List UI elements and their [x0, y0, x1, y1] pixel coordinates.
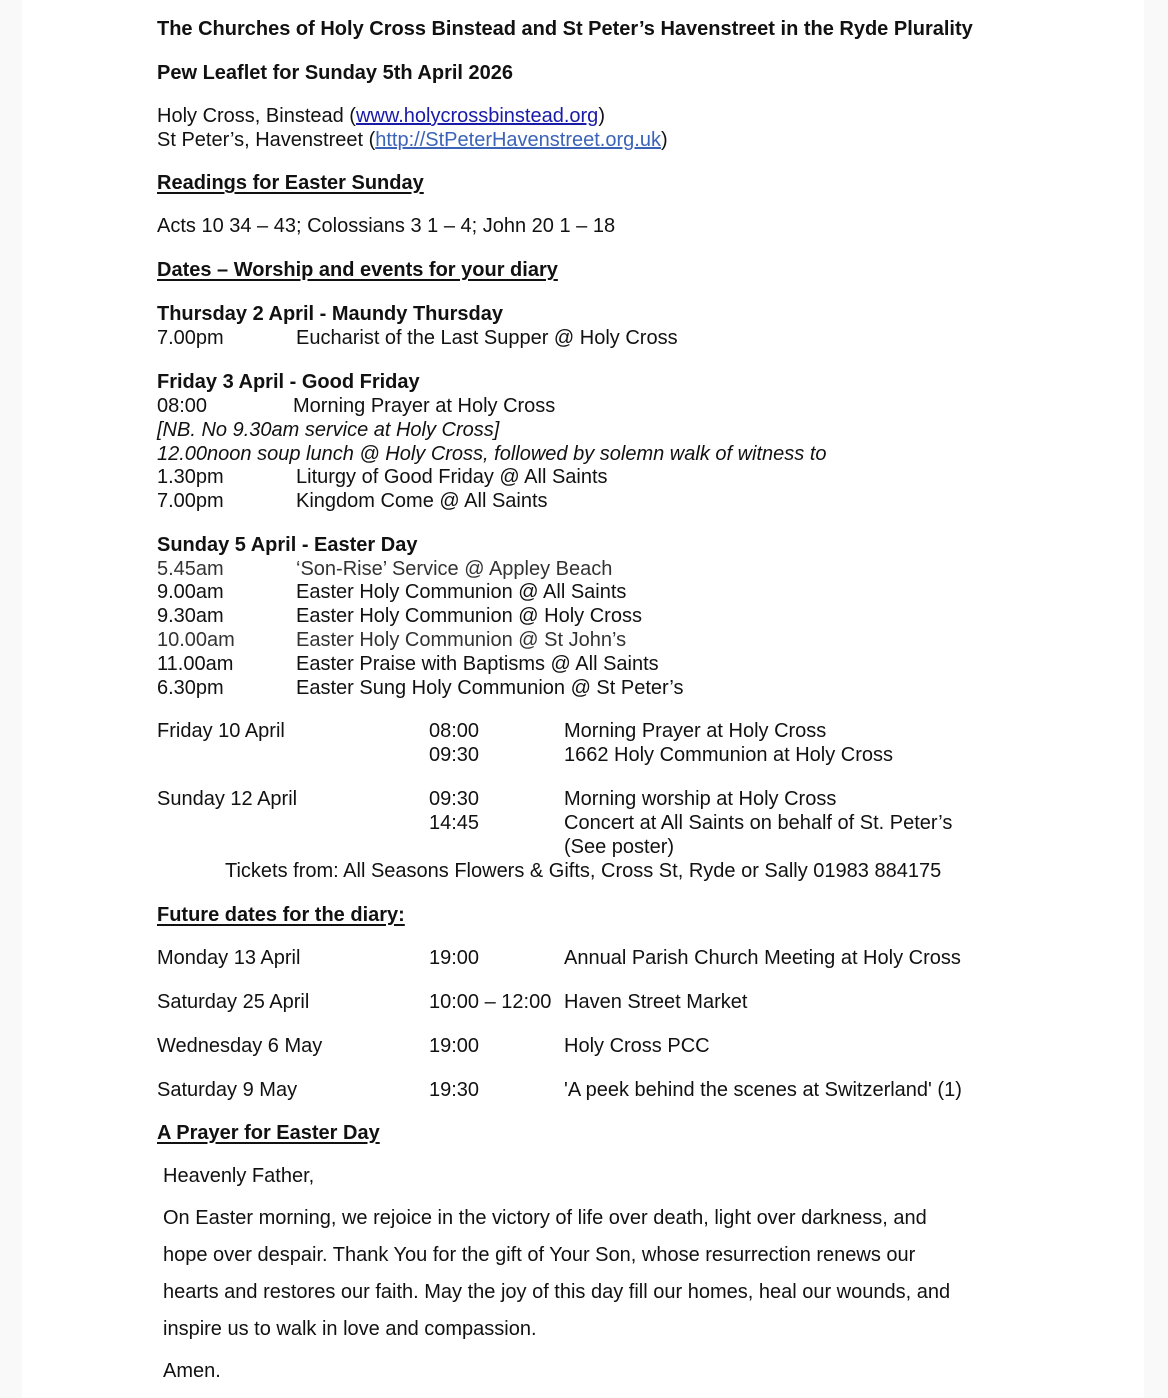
prayer-salutation: Heavenly Father,	[163, 1165, 315, 1187]
event-description: Easter Holy Communion @ All Saints	[296, 581, 627, 603]
event-time: 9.00am	[157, 581, 224, 603]
readings-heading: Readings for Easter Sunday	[157, 172, 424, 194]
event-description: Morning Prayer at Holy Cross	[293, 395, 556, 417]
future-day: Saturday 25 April	[157, 991, 310, 1013]
week-event: Morning Prayer at Holy Cross	[564, 720, 827, 742]
document-subtitle: Pew Leaflet for Sunday 5th April 2026	[157, 62, 514, 84]
week-time: 08:00	[429, 720, 480, 742]
friday-note-no-service: [NB. No 9.30am service at Holy Cross]	[157, 419, 500, 441]
event-description: Easter Holy Communion @ Holy Cross	[296, 605, 642, 627]
event-description: Kingdom Come @ All Saints	[296, 490, 548, 512]
event-time: 9.30am	[157, 605, 224, 627]
event-description: Eucharist of the Last Supper @ Holy Cross	[296, 327, 678, 349]
friday-note-soup-lunch: 12.00noon soup lunch @ Holy Cross, followed by solemn walk of witness to	[157, 443, 827, 465]
prayer-heading: A Prayer for Easter Day	[157, 1122, 380, 1144]
event-description: Liturgy of Good Friday @ All Saints	[296, 466, 608, 488]
week-event: 1662 Holy Communion at Holy Cross	[564, 744, 894, 766]
week-event: Concert at All Saints on behalf of St. Peter’s	[564, 812, 953, 834]
event-time: 7.00pm	[157, 327, 224, 349]
document-title: The Churches of Holy Cross Binstead and St Peter’s Havenstreet in the Ryde Plurality	[157, 18, 973, 40]
event-time: 6.30pm	[157, 677, 224, 699]
st-peters-website-link[interactable]: http://StPeterHavenstreet.org.uk	[375, 129, 661, 151]
future-day: Monday 13 April	[157, 947, 301, 969]
event-time: 7.00pm	[157, 490, 224, 512]
week-time: 09:30	[429, 744, 480, 766]
event-time: 08:00	[157, 395, 208, 417]
dates-heading: Dates – Worship and events for your diary	[157, 259, 558, 281]
tickets-info: Tickets from: All Seasons Flowers & Gifts, Cross St, Ryde or Sally 01983 884175	[225, 860, 942, 882]
prayer-line: inspire us to walk in love and compassion.	[163, 1318, 537, 1340]
week-day: Friday 10 April	[157, 720, 285, 742]
event-description: ‘Son-Rise’ Service @ Appley Beach	[296, 558, 613, 580]
event-time: 5.45am	[157, 558, 224, 580]
event-time: 10.00am	[157, 629, 235, 651]
event-time: 1.30pm	[157, 466, 224, 488]
future-time: 19:30	[429, 1079, 480, 1101]
thursday-title: Thursday 2 April - Maundy Thursday	[157, 303, 503, 325]
future-heading: Future dates for the diary:	[157, 904, 405, 926]
week-event: (See poster)	[564, 836, 675, 858]
week-time: 14:45	[429, 812, 480, 834]
future-day: Wednesday 6 May	[157, 1035, 323, 1057]
future-time: 19:00	[429, 947, 480, 969]
week-event: Morning worship at Holy Cross	[564, 788, 837, 810]
paren-close: )	[598, 105, 605, 127]
event-description: Easter Praise with Baptisms @ All Saints	[296, 653, 659, 675]
week-time: 09:30	[429, 788, 480, 810]
church-line-st-peters	[157, 128, 668, 152]
prayer-closing: Amen.	[163, 1360, 221, 1382]
future-time: 19:00	[429, 1035, 480, 1057]
event-time: 11.00am	[157, 653, 234, 675]
future-event: 'A peek behind the scenes at Switzerland' (1)	[564, 1079, 962, 1101]
church-name: St Peter’s, Havenstreet (	[157, 129, 376, 151]
future-event: Holy Cross PCC	[564, 1035, 710, 1057]
paren-close: )	[660, 129, 668, 151]
future-day: Saturday 9 May	[157, 1079, 298, 1101]
readings-text: Acts 10 34 – 43; Colossians 3 1 – 4; John 20 1 – 18	[157, 215, 616, 237]
future-event: Annual Parish Church Meeting at Holy Cross	[564, 947, 961, 969]
church-name: Holy Cross, Binstead (	[157, 105, 356, 127]
week-day: Sunday 12 April	[157, 788, 298, 810]
friday-title: Friday 3 April - Good Friday	[157, 371, 420, 393]
event-description: Easter Holy Communion @ St John’s	[296, 629, 627, 651]
prayer-line: hope over despair. Thank You for the gift of Your Son, whose resurrection renews our	[163, 1244, 916, 1266]
future-event: Haven Street Market	[564, 991, 748, 1013]
church-line-holy-cross	[157, 104, 605, 128]
future-time: 10:00 – 12:00	[429, 991, 552, 1013]
sunday-title: Sunday 5 April - Easter Day	[157, 534, 418, 556]
event-description: Easter Sung Holy Communion @ St Peter’s	[296, 677, 684, 699]
prayer-line: hearts and restores our faith. May the joy of this day fill our homes, heal our wounds, and	[163, 1281, 951, 1303]
holy-cross-website-link[interactable]: www.holycrossbinstead.org	[355, 105, 599, 127]
prayer-line: On Easter morning, we rejoice in the victory of life over death, light over darkness, and	[163, 1207, 927, 1229]
